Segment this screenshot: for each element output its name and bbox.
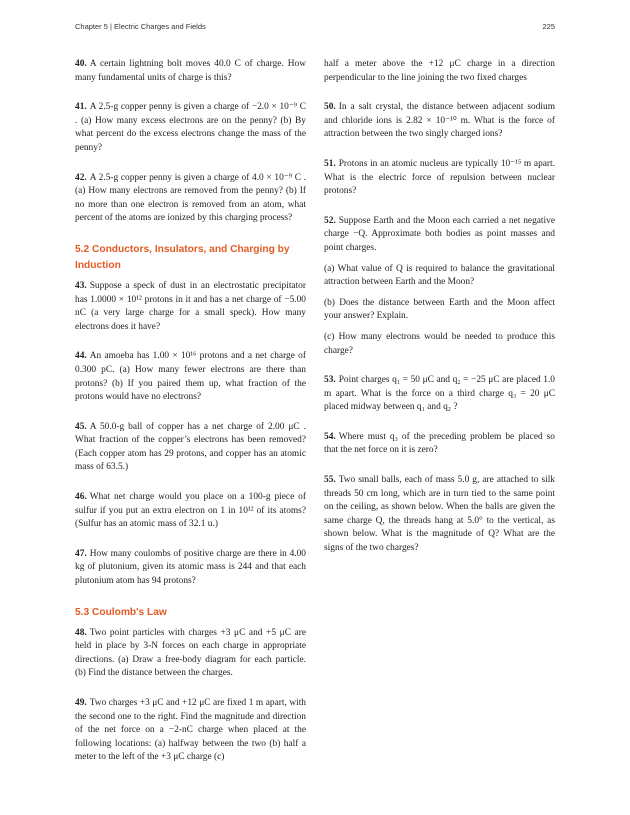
page-number: 225 [542,22,555,31]
right-column [324,58,555,572]
problem-text: Protons in an atomic nucleus are typically 10⁻¹⁵ m apart. What is the electric force of repulsion between nuclear protons? [324,158,555,197]
problem-text: A 50.0-g ball of copper has a net charge of 2.00 μC . What fraction of the copper’s electrons has been removed? (Each copper atom has 29 protons, and copper has an atomic mass of 63.5.) [75,421,306,473]
problem-53 [324,374,555,415]
problem-text: Suppose a speck of dust in an electrostatic precipitator has 1.0000 × 10¹² protons in it and has a net charge of −5.00 nC (a very large charge for a small speck). How many electrons does it have? [75,280,306,332]
problem-52-part-a: (a) What value of Q is required to balance the gravitational attraction between Earth and the Moon? [324,263,555,288]
problem-text: Two small balls, each of mass 5.0 g, are attached to silk threads 50 cm long, which are in turn tied to the same point on the ceiling, as shown below. When the balls are given the same charge Q, the threads hang at 5.0° to the vertical, as shown below. What is the magnitude of Q? What are the signs of the two charges? [324,475,555,554]
problem-number: 49. [75,698,87,708]
chapter-header: Chapter 5 | Electric Charges and Fields [75,22,206,31]
problem-text: An amoeba has 1.00 × 10¹⁶ protons and a net charge of 0.300 pC. (a) How many fewer electrons are there than protons? (b) If you paired them up, what fraction of the protons would have no electrons? [75,351,306,403]
problem-43 [75,280,306,334]
problem-number: 40. [75,59,87,69]
problem-text: A 2.5-g copper penny is given a charge of −2.0 × 10⁻⁹ C . (a) How many excess electrons are on the penny? (b) By what percent do the excess electrons change the mass of the penny? [75,102,306,153]
problem-text: Two point particles with charges +3 μC and +5 μC are held in place by 3-N forces on each charge in appropriate directions. (a) Draw a free-body diagram for each particle. (b) Find the distance between the charges. [75,627,306,679]
problem-49 [75,697,306,765]
problem-text: A 2.5-g copper penny is given a charge of 4.0 × 10⁻⁹ C . (a) How many electrons are removed from the penny? (b) If no more than one electron is removed from an atom, what percent of the atoms are ionized by this charging process? [75,172,306,224]
problem-number: 54. [324,431,336,442]
problem-52-part-b: (b) Does the distance between Earth and the Moon affect your answer? Explain. [324,297,555,322]
problem-number: 45. [75,421,87,432]
problem-number: 41. [75,102,87,113]
problem-55 [324,474,555,556]
problem-text: How many coulombs of positive charge are there in 4.00 kg of plutonium, given its atomic mass is 244 and that each plutonium atom has 94 protons? [75,548,306,587]
problem-48 [75,627,306,681]
problem-text: What net charge would you place on a 100-g piece of sulfur if you put an extra electron on 1 in 10¹² of its atoms? (Sulfur has an atomic mass of 32.1 u.) [75,492,306,530]
problem-number: 44. [75,351,87,362]
section-heading-5-2: 5.2 Conductors, Insulators, and Charging by Induction [75,243,290,271]
section-heading-5-3: 5.3 Coulomb's Law [75,606,167,618]
left-column [75,58,306,781]
problem-40 [75,58,306,85]
problem-52 [324,215,555,256]
problem-49-continued: half a meter above the +12 μC charge in a direction perpendicular to the line joining the two fixed charges [324,59,555,83]
problem-number: 50. [324,102,336,113]
problem-number: 52. [324,215,336,226]
problem-45 [75,421,306,475]
problem-number: 53. [324,375,336,386]
problem-41 [75,101,306,155]
problem-text: In a salt crystal, the distance between adjacent sodium and chloride ions is 2.82 × 10⁻¹⁰ m. What is the force of attraction between the two singly charged ions? [324,102,555,140]
problem-51 [324,158,555,199]
problem-number: 47. [75,548,87,559]
problem-text: A certain lightning bolt moves 40.0 C of charge. How many fundamental units of charge is this? [75,59,306,83]
problem-number: 55. [324,475,336,486]
problem-text: Suppose Earth and the Moon each carried a net negative charge −Q. Approximate both bodies as point masses and point charges. [324,215,555,253]
problem-number: 42. [75,172,87,183]
problem-text: Two charges +3 μC and +12 μC are fixed 1 m apart, with the second one to the right. Find the magnitude and direction of the net force on a −2-nC charge when placed at the following locations: (a) halfway between the two (b) half a meter to the left of the +3 μC charge (c) [75,698,306,763]
problem-54 [324,431,555,458]
problem-number: 43. [75,280,87,291]
problem-46 [75,491,306,532]
problem-52-part-c: (c) How many electrons would be needed to produce this charge? [324,331,555,356]
problem-number: 51. [324,158,336,169]
problem-text: Where must q₃ of the preceding problem be placed so that the net force on it is zero? [324,431,555,456]
problem-42 [75,172,306,226]
problem-text: Point charges q₁ = 50 μC and q₂ = −25 μC are placed 1.0 m apart. What is the force on a third charge q₃ = 20 μC placed midway between q₁ and q₂ ? [324,375,555,413]
problem-50 [324,101,555,142]
problem-number: 46. [75,492,87,503]
problem-47 [75,548,306,589]
problem-number: 48. [75,627,87,638]
problem-44 [75,350,306,404]
